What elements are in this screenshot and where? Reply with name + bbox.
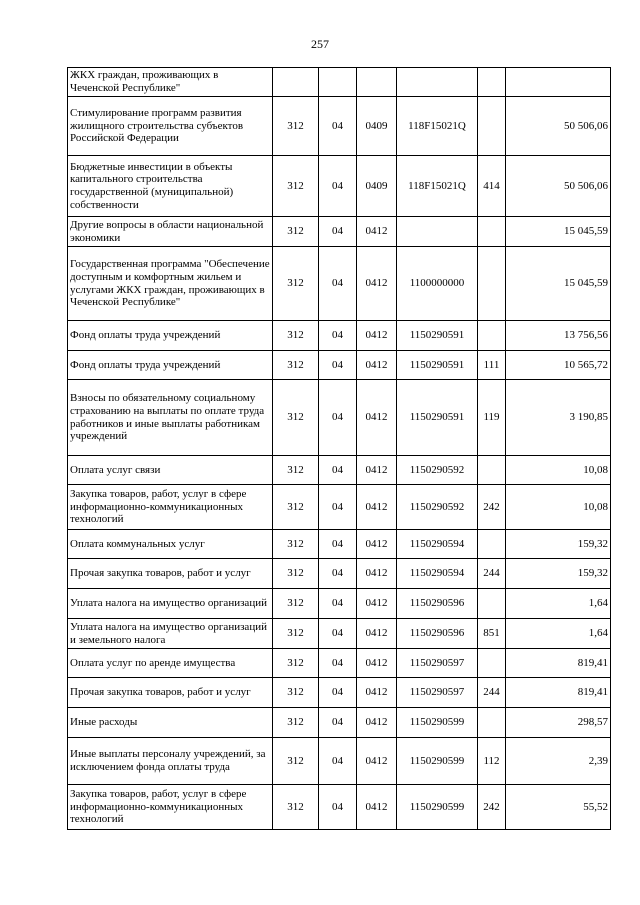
cell-rz: 04 bbox=[319, 380, 357, 456]
table-row bbox=[68, 785, 611, 830]
cell-rz: 04 bbox=[319, 217, 357, 247]
cell-pr: 0412 bbox=[357, 217, 397, 247]
table-row bbox=[68, 217, 611, 247]
cell-vr: 244 bbox=[478, 559, 506, 589]
cell-pr: 0412 bbox=[357, 321, 397, 351]
cell-sum: 55,52 bbox=[506, 785, 611, 830]
cell-vr bbox=[478, 708, 506, 738]
cell-sum: 819,41 bbox=[506, 678, 611, 708]
row-name: Прочая закупка товаров, работ и услуг bbox=[68, 678, 273, 708]
cell-vr: 851 bbox=[478, 619, 506, 649]
cell-rz: 04 bbox=[319, 247, 357, 321]
cell-sum: 819,41 bbox=[506, 649, 611, 678]
table-row bbox=[68, 247, 611, 321]
cell-pr bbox=[357, 68, 397, 97]
cell-sum: 15 045,59 bbox=[506, 217, 611, 247]
cell-csr: 1150290599 bbox=[397, 738, 478, 785]
cell-csr: 1150290599 bbox=[397, 708, 478, 738]
table-row bbox=[68, 351, 611, 380]
cell-rz: 04 bbox=[319, 456, 357, 485]
cell-vr bbox=[478, 649, 506, 678]
cell-csr: 1150290592 bbox=[397, 456, 478, 485]
table-row bbox=[68, 649, 611, 678]
cell-ved: 312 bbox=[273, 738, 319, 785]
cell-csr: 1150290592 bbox=[397, 485, 478, 530]
table-row bbox=[68, 156, 611, 217]
cell-csr: 1150290599 bbox=[397, 785, 478, 830]
cell-rz: 04 bbox=[319, 156, 357, 217]
cell-vr bbox=[478, 68, 506, 97]
cell-ved bbox=[273, 68, 319, 97]
cell-ved: 312 bbox=[273, 217, 319, 247]
cell-rz: 04 bbox=[319, 485, 357, 530]
cell-pr: 0412 bbox=[357, 649, 397, 678]
table-row bbox=[68, 380, 611, 456]
table-row bbox=[68, 619, 611, 649]
cell-pr: 0412 bbox=[357, 619, 397, 649]
cell-sum: 159,32 bbox=[506, 559, 611, 589]
table-row bbox=[68, 485, 611, 530]
cell-sum: 159,32 bbox=[506, 530, 611, 559]
cell-vr bbox=[478, 97, 506, 156]
cell-rz: 04 bbox=[319, 351, 357, 380]
cell-vr bbox=[478, 456, 506, 485]
cell-sum: 50 506,06 bbox=[506, 156, 611, 217]
cell-csr: 118F15021Q bbox=[397, 97, 478, 156]
cell-rz: 04 bbox=[319, 785, 357, 830]
cell-ved: 312 bbox=[273, 708, 319, 738]
row-name: Уплата налога на имущество организаций и земельного налога bbox=[68, 619, 273, 649]
cell-vr: 414 bbox=[478, 156, 506, 217]
cell-sum bbox=[506, 68, 611, 97]
row-name: Иные расходы bbox=[68, 708, 273, 738]
table-row bbox=[68, 68, 611, 97]
cell-pr: 0412 bbox=[357, 785, 397, 830]
cell-ved: 312 bbox=[273, 589, 319, 619]
cell-rz: 04 bbox=[319, 619, 357, 649]
cell-sum: 10,08 bbox=[506, 456, 611, 485]
row-name: Закупка товаров, работ, услуг в сфере информационно-коммуникационных технологий bbox=[68, 485, 273, 530]
cell-vr bbox=[478, 321, 506, 351]
cell-vr: 119 bbox=[478, 380, 506, 456]
cell-rz: 04 bbox=[319, 678, 357, 708]
cell-rz: 04 bbox=[319, 589, 357, 619]
cell-pr: 0412 bbox=[357, 559, 397, 589]
row-name: Оплата услуг по аренде имущества bbox=[68, 649, 273, 678]
cell-vr: 112 bbox=[478, 738, 506, 785]
row-name: Фонд оплаты труда учреждений bbox=[68, 321, 273, 351]
row-name: Оплата коммунальных услуг bbox=[68, 530, 273, 559]
cell-ved: 312 bbox=[273, 456, 319, 485]
cell-vr: 242 bbox=[478, 785, 506, 830]
table-row bbox=[68, 589, 611, 619]
cell-sum: 50 506,06 bbox=[506, 97, 611, 156]
cell-rz: 04 bbox=[319, 708, 357, 738]
cell-ved: 312 bbox=[273, 559, 319, 589]
cell-ved: 312 bbox=[273, 485, 319, 530]
cell-ved: 312 bbox=[273, 351, 319, 380]
cell-csr bbox=[397, 68, 478, 97]
cell-pr: 0412 bbox=[357, 530, 397, 559]
cell-pr: 0412 bbox=[357, 456, 397, 485]
cell-csr: 1150290591 bbox=[397, 380, 478, 456]
cell-vr: 242 bbox=[478, 485, 506, 530]
table-row bbox=[68, 530, 611, 559]
row-name: Государственная программа "Обеспечение доступным и комфортным жильем и услугами ЖКХ граждан, проживающих в Чеченской Республике" bbox=[68, 247, 273, 321]
cell-pr: 0412 bbox=[357, 738, 397, 785]
cell-rz: 04 bbox=[319, 738, 357, 785]
cell-pr: 0412 bbox=[357, 678, 397, 708]
cell-csr: 1150290596 bbox=[397, 589, 478, 619]
table-row bbox=[68, 738, 611, 785]
row-name: ЖКХ граждан, проживающих в Чеченской Республике" bbox=[68, 68, 273, 97]
cell-sum: 10,08 bbox=[506, 485, 611, 530]
cell-csr: 1100000000 bbox=[397, 247, 478, 321]
cell-vr bbox=[478, 217, 506, 247]
cell-vr bbox=[478, 247, 506, 321]
table-row bbox=[68, 321, 611, 351]
cell-pr: 0412 bbox=[357, 247, 397, 321]
cell-ved: 312 bbox=[273, 380, 319, 456]
cell-pr: 0412 bbox=[357, 589, 397, 619]
cell-sum: 3 190,85 bbox=[506, 380, 611, 456]
cell-ved: 312 bbox=[273, 785, 319, 830]
row-name: Прочая закупка товаров, работ и услуг bbox=[68, 559, 273, 589]
cell-rz: 04 bbox=[319, 559, 357, 589]
cell-sum: 10 565,72 bbox=[506, 351, 611, 380]
cell-vr bbox=[478, 530, 506, 559]
cell-ved: 312 bbox=[273, 530, 319, 559]
cell-sum: 15 045,59 bbox=[506, 247, 611, 321]
row-name: Оплата услуг связи bbox=[68, 456, 273, 485]
cell-pr: 0409 bbox=[357, 156, 397, 217]
cell-csr: 1150290594 bbox=[397, 530, 478, 559]
cell-ved: 312 bbox=[273, 247, 319, 321]
cell-sum: 1,64 bbox=[506, 619, 611, 649]
cell-ved: 312 bbox=[273, 156, 319, 217]
cell-csr: 1150290596 bbox=[397, 619, 478, 649]
cell-pr: 0409 bbox=[357, 97, 397, 156]
cell-pr: 0412 bbox=[357, 380, 397, 456]
cell-rz: 04 bbox=[319, 649, 357, 678]
cell-rz bbox=[319, 68, 357, 97]
cell-vr bbox=[478, 589, 506, 619]
cell-ved: 312 bbox=[273, 619, 319, 649]
row-name: Взносы по обязательному социальному страхованию на выплаты по оплате труда работников и иные выплаты работникам учреждений bbox=[68, 380, 273, 456]
cell-pr: 0412 bbox=[357, 708, 397, 738]
cell-rz: 04 bbox=[319, 321, 357, 351]
cell-pr: 0412 bbox=[357, 485, 397, 530]
cell-ved: 312 bbox=[273, 649, 319, 678]
row-name: Стимулирование программ развития жилищного строительства субъектов Российской Федерации bbox=[68, 97, 273, 156]
row-name: Уплата налога на имущество организаций bbox=[68, 589, 273, 619]
cell-csr bbox=[397, 217, 478, 247]
cell-csr: 1150290591 bbox=[397, 351, 478, 380]
cell-csr: 1150290591 bbox=[397, 321, 478, 351]
cell-csr: 118F15021Q bbox=[397, 156, 478, 217]
cell-sum: 2,39 bbox=[506, 738, 611, 785]
cell-rz: 04 bbox=[319, 97, 357, 156]
table-row bbox=[68, 678, 611, 708]
row-name: Иные выплаты персоналу учреждений, за исключением фонда оплаты труда bbox=[68, 738, 273, 785]
table-row bbox=[68, 456, 611, 485]
table-row bbox=[68, 708, 611, 738]
cell-ved: 312 bbox=[273, 97, 319, 156]
cell-ved: 312 bbox=[273, 678, 319, 708]
cell-vr: 244 bbox=[478, 678, 506, 708]
cell-csr: 1150290594 bbox=[397, 559, 478, 589]
budget-table bbox=[67, 67, 611, 830]
cell-sum: 13 756,56 bbox=[506, 321, 611, 351]
cell-csr: 1150290597 bbox=[397, 649, 478, 678]
row-name: Закупка товаров, работ, услуг в сфере информационно-коммуникационных технологий bbox=[68, 785, 273, 830]
row-name: Бюджетные инвестиции в объекты капитального строительства государственной (муниципальной) собственности bbox=[68, 156, 273, 217]
cell-sum: 298,57 bbox=[506, 708, 611, 738]
table-row bbox=[68, 97, 611, 156]
cell-rz: 04 bbox=[319, 530, 357, 559]
cell-ved: 312 bbox=[273, 321, 319, 351]
cell-pr: 0412 bbox=[357, 351, 397, 380]
cell-sum: 1,64 bbox=[506, 589, 611, 619]
cell-csr: 1150290597 bbox=[397, 678, 478, 708]
row-name: Другие вопросы в области национальной экономики bbox=[68, 217, 273, 247]
row-name: Фонд оплаты труда учреждений bbox=[68, 351, 273, 380]
table-row bbox=[68, 559, 611, 589]
page-number: 257 bbox=[311, 37, 329, 51]
cell-vr: 111 bbox=[478, 351, 506, 380]
